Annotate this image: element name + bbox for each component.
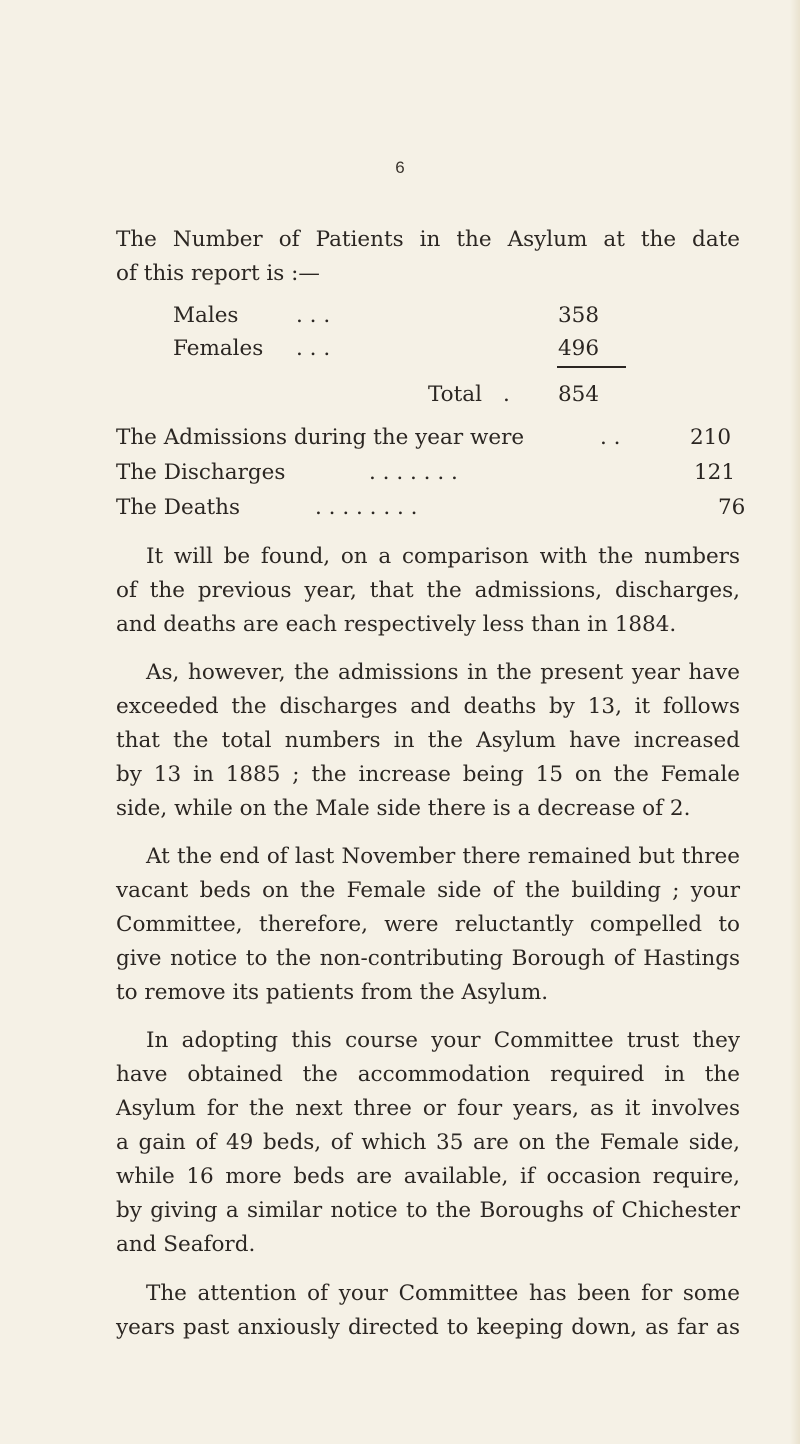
discharges-label: The Discharges xyxy=(116,460,286,485)
paragraph-line: The attention of your Committee has been for some xyxy=(146,1281,740,1306)
discharges-count: 121 xyxy=(694,460,736,485)
total-leader-dot: . xyxy=(503,382,510,407)
females-count: 496 xyxy=(558,336,600,361)
total-count: 854 xyxy=(558,382,600,407)
paragraph-line: and Seaford. xyxy=(116,1232,256,1257)
discharges-leader-dots: . . . . . . . xyxy=(369,460,458,485)
admissions-leader-dots: . . xyxy=(600,425,621,450)
paragraph-line: Committee, therefore, were reluctantly compelled to xyxy=(116,912,740,937)
paragraph-line: that the total numbers in the Asylum have increased xyxy=(116,728,740,753)
paragraph-line: by 13 in 1885 ; the increase being 15 on the Female xyxy=(116,762,740,787)
females-leader-dots: . . . xyxy=(296,336,331,361)
females-label: Females xyxy=(173,336,264,361)
males-label: Males xyxy=(173,303,239,328)
males-leader-dots: . . . xyxy=(296,303,331,328)
admissions-count: 210 xyxy=(690,425,732,450)
paragraph-line: side, while on the Male side there is a decrease of 2. xyxy=(116,796,691,821)
intro-line: The Number of Patients in the Asylum at the date xyxy=(116,227,740,252)
page-number: 6 xyxy=(395,158,405,177)
paragraph-line: Asylum for the next three or four years, as it involves xyxy=(116,1096,740,1121)
paragraph-line: while 16 more beds are available, if occasion require, xyxy=(116,1164,740,1189)
page-edge xyxy=(790,0,800,1444)
admissions-label: The Admissions during the year were xyxy=(116,425,525,450)
paragraph-line: to remove its patients from the Asylum. xyxy=(116,980,549,1005)
paragraph-line: have obtained the accommodation required in the xyxy=(116,1062,740,1087)
sum-rule xyxy=(557,366,626,368)
intro-line: of this report is :— xyxy=(116,261,320,286)
paragraph-line: and deaths are each respectively less than in 1884. xyxy=(116,612,677,637)
paragraph-line: give notice to the non-contributing Borough of Hastings xyxy=(116,946,740,971)
paragraph-line: It will be found, on a comparison with the numbers xyxy=(146,544,740,569)
paragraph-line: years past anxiously directed to keeping down, as far as xyxy=(116,1315,740,1340)
paragraph-line: At the end of last November there remained but three xyxy=(146,844,740,869)
deaths-label: The Deaths xyxy=(116,495,241,520)
deaths-count: 76 xyxy=(718,495,746,520)
deaths-leader-dots: . . . . . . . . xyxy=(315,495,418,520)
paragraph-line: In adopting this course your Committee trust they xyxy=(146,1028,740,1053)
paragraph-line: a gain of 49 beds, of which 35 are on the Female side, xyxy=(116,1130,740,1155)
paragraph-line: by giving a similar notice to the Boroughs of Chichester xyxy=(116,1198,740,1223)
paragraph-line: vacant beds on the Female side of the building ; your xyxy=(116,878,740,903)
males-count: 358 xyxy=(558,303,600,328)
total-label: Total xyxy=(428,382,482,407)
paragraph-line: of the previous year, that the admissions, discharges, xyxy=(116,578,740,603)
paragraph-line: exceeded the discharges and deaths by 13, it follows xyxy=(116,694,740,719)
paragraph-line: As, however, the admissions in the present year have xyxy=(146,660,740,685)
